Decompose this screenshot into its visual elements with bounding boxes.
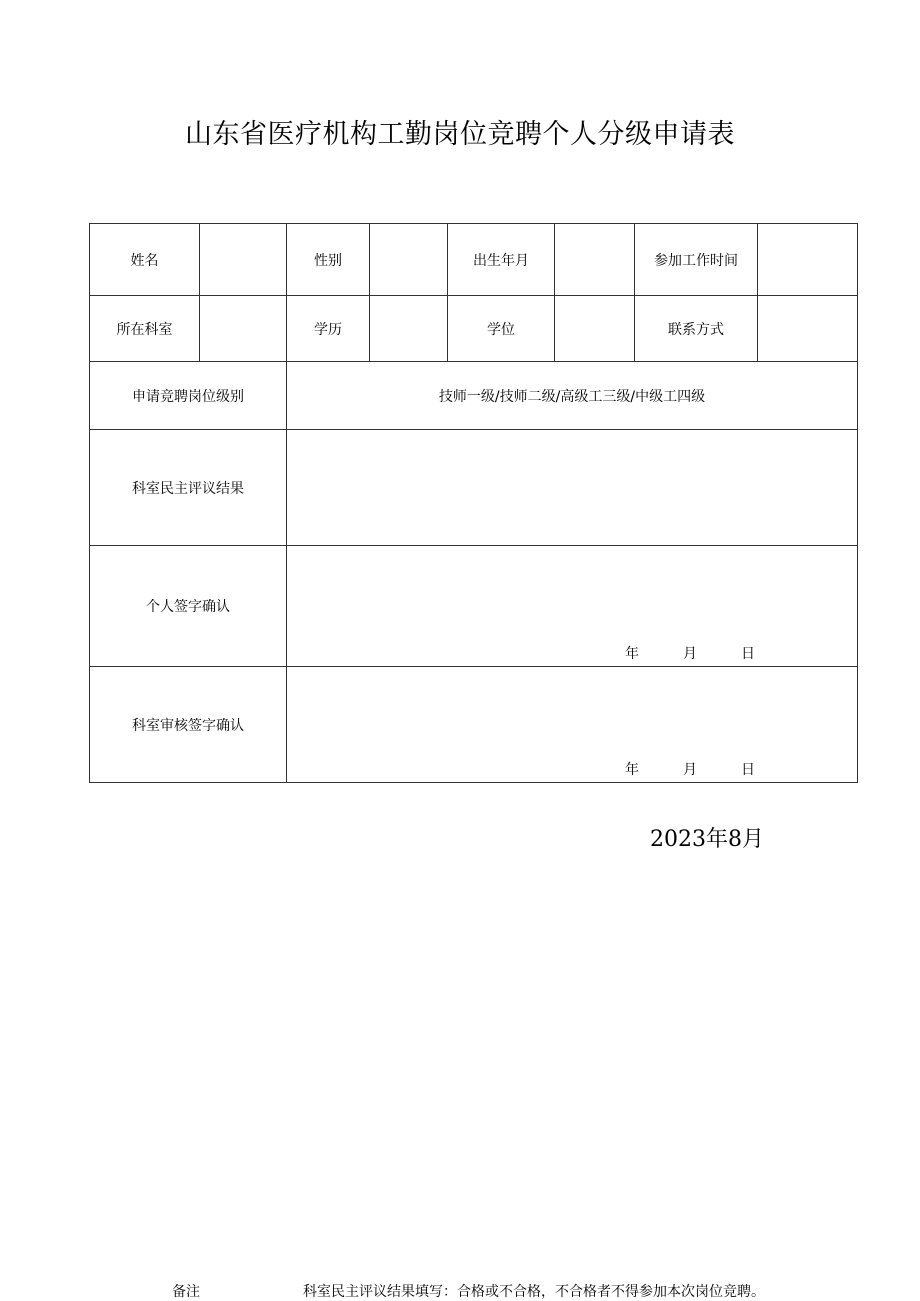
name-label: 姓名 [90, 224, 200, 296]
level-label: 申请竞聘岗位级别 [90, 362, 287, 430]
birth-label: 出生年月 [448, 224, 555, 296]
date-year: 年 [625, 762, 639, 778]
department-field[interactable] [200, 296, 287, 362]
application-form-table [89, 223, 858, 783]
gender-field[interactable] [370, 224, 448, 296]
date-day: 日 [741, 762, 755, 778]
date-day: 日 [741, 646, 755, 662]
degree-field[interactable] [555, 296, 635, 362]
date-month: 月 [683, 646, 697, 662]
table-row [90, 430, 858, 546]
note-label: 备注 [172, 1284, 200, 1300]
name-field[interactable] [200, 224, 287, 296]
personal-sign-date [625, 643, 755, 663]
personal-sign-field[interactable] [287, 546, 858, 667]
date-year: 年 [625, 646, 639, 662]
dept-sign-date [625, 759, 755, 779]
contact-field[interactable] [758, 296, 858, 362]
gender-label: 性别 [287, 224, 370, 296]
date-month: 月 [683, 762, 697, 778]
table-row [90, 224, 858, 296]
issue-date: 2023年8月 [650, 827, 764, 852]
work-start-field[interactable] [758, 224, 858, 296]
review-label: 科室民主评议结果 [90, 430, 287, 546]
work-start-label: 参加工作时间 [635, 224, 758, 296]
dept-sign-field[interactable] [287, 667, 858, 783]
education-label: 学历 [287, 296, 370, 362]
degree-label: 学位 [448, 296, 555, 362]
table-row [90, 296, 858, 362]
table-row [90, 667, 858, 783]
department-label: 所在科室 [90, 296, 200, 362]
note-text: 科室民主评议结果填写：合格或不合格，不合格者不得参加本次岗位竞聘。 [303, 1284, 765, 1300]
table-row [90, 362, 858, 430]
footnote [172, 1281, 765, 1301]
level-options[interactable]: 技师一级/技师二级/高级工三级/中级工四级 [287, 362, 858, 430]
education-field[interactable] [370, 296, 448, 362]
dept-sign-label: 科室审核签字确认 [90, 667, 287, 783]
contact-label: 联系方式 [635, 296, 758, 362]
page-title: 山东省医疗机构工勤岗位竞聘个人分级申请表 [185, 119, 735, 150]
personal-sign-label: 个人签字确认 [90, 546, 287, 667]
birth-field[interactable] [555, 224, 635, 296]
review-field[interactable] [287, 430, 858, 546]
table-row [90, 546, 858, 667]
